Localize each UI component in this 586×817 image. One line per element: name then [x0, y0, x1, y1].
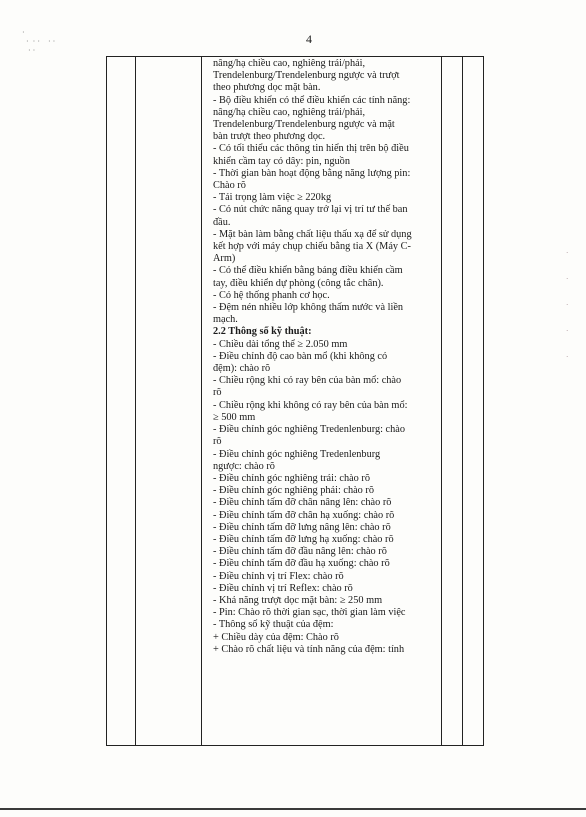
content-line: ≥ 500 mm [213, 411, 256, 423]
content-line: rõ [213, 387, 222, 399]
content-line: - Thông số kỹ thuật của đệm: [213, 619, 334, 631]
content-line: theo phương dọc mặt bàn. [213, 82, 321, 94]
content-line: - Điều chỉnh góc nghiêng phải: chào rõ [213, 485, 374, 497]
page-number: 4 [306, 32, 312, 46]
content-line: - Điều chỉnh vị trí Flex: chào rõ [213, 570, 344, 582]
content-line: Trendelenburg/Trendelenburg ngược và mặt [213, 119, 395, 131]
content-line: + Chiều dày của đệm: Chào rõ [213, 631, 339, 643]
content-line: - Khả năng trượt dọc mặt bàn: ≥ 250 mm [213, 594, 383, 606]
content-line: + Chào rõ chất liệu và tính năng của đệm: tính [213, 643, 405, 655]
content-line: - Điều chỉnh tấm đỡ đầu hạ xuống: chào rõ [213, 558, 390, 570]
content-line: - Chiều rộng khi không có ray bên của bàn mổ: [213, 399, 408, 411]
content-line: ngược: chào rõ [213, 460, 275, 472]
content-line: Arm) [213, 253, 236, 265]
content-line: tay, điều khiển dự phòng (công tắc chân). [213, 277, 384, 289]
content-line: - Điều chỉnh góc nghiêng Tredenlenburg [213, 448, 381, 460]
content-line: - Điều chỉnh tấm đỡ chân hạ xuống: chào rõ [213, 509, 395, 521]
content-line: rõ [213, 436, 222, 448]
content-line: - Bộ điều khiển có thể điều khiển các tính năng: [213, 94, 411, 106]
content-line: đệm): chào rõ [213, 363, 271, 375]
content-line: nâng/hạ chiều cao, nghiêng trái/phải, [213, 106, 366, 118]
content-line: - Có thể điều khiển bằng bảng điều khiển cầm [213, 265, 403, 277]
content-line: - Mặt bàn làm bằng chất liệu thấu xạ để sử dụng [213, 228, 412, 240]
column-divider [135, 57, 136, 745]
content-line: - Tải trọng làm việc ≥ 220kg [213, 192, 332, 204]
content-line: nâng/hạ chiều cao, nghiêng trái/phải, [213, 58, 366, 69]
content-line: - Pin: Chào rõ thời gian sạc, thời gian làm việc [213, 607, 406, 619]
content-line: - Có tối thiểu các thông tin hiển thị trên bộ điều [213, 143, 409, 155]
content-line: - Thời gian bàn hoạt động bằng năng lượng pin: [213, 167, 411, 179]
section-heading: 2.2 Thông số kỹ thuật: [213, 326, 312, 338]
content-line: - Có nút chức năng quay trở lại vị trí tư thế ban [213, 204, 408, 216]
column-divider [201, 57, 202, 745]
content-line: - Điều chỉnh góc nghiêng trái: chào rõ [213, 472, 370, 484]
content-line: Chào rõ [213, 180, 246, 192]
content-line: - Điều chỉnh vị trí Reflex: chào rõ [213, 582, 353, 594]
content-line: - Chiều rộng khi có ray bên của bàn mổ: chào [213, 375, 402, 387]
content-line: đầu. [213, 216, 231, 228]
content-line: khiển cầm tay có dây: pin, nguồn [213, 155, 350, 167]
content-line: - Điều chỉnh độ cao bàn mổ (khi không có [213, 350, 388, 362]
content-line: - Điều chỉnh góc nghiêng Tredenlenburg: chào [213, 424, 405, 436]
content-line: - Điều chỉnh tấm đỡ lưng nâng lên: chào rõ [213, 521, 391, 533]
content-line: - Đệm nén nhiều lớp không thấm nước và liền [213, 302, 404, 314]
margin-marks: · · · · · [566, 249, 569, 361]
content-line: - Chiều dài tổng thể ≥ 2.050 mm [213, 338, 348, 350]
content-line: - Điều chỉnh tấm đỡ lưng hạ xuống: chào rõ [213, 533, 394, 545]
scan-specks: · · · · · · · · [22, 28, 56, 55]
content-line: - Điều chỉnh tấm đỡ đầu nâng lên: chào rõ [213, 546, 387, 558]
column-divider [462, 57, 463, 745]
content-line: - Điều chỉnh tấm đỡ chân nâng lên: chào rõ [213, 497, 392, 509]
content-line: kết hợp với máy chụp chiếu bằng tia X (Máy C- [213, 241, 411, 253]
page-bottom-rule [0, 808, 586, 810]
spec-cell-text [213, 58, 445, 656]
content-line: - Có hệ thống phanh cơ học. [213, 289, 330, 301]
content-line: bàn trượt theo phương dọc. [213, 131, 326, 143]
content-line: Trendelenburg/Trendelenburg ngược và trượt [213, 70, 400, 82]
content-line: mạch. [213, 314, 238, 326]
